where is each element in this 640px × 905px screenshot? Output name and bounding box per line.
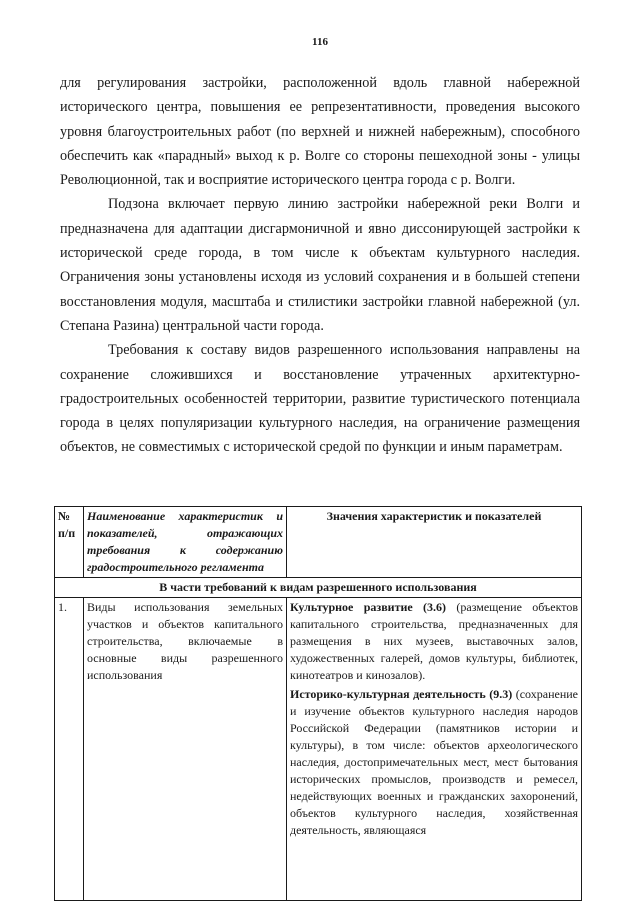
- use-type-item: [290, 599, 578, 684]
- row-characteristic-value: [287, 598, 582, 901]
- page-number: 116: [312, 36, 328, 48]
- use-type-term: Культурное развитие (3.6): [290, 600, 447, 614]
- regulation-table: [54, 506, 582, 901]
- row-characteristic-name: Виды использования земельных участков и объектов капитального строительства, включаемые в основные виды разрешенного использования: [84, 598, 287, 901]
- table-section-row: [55, 578, 582, 598]
- use-type-item: [290, 686, 578, 839]
- header-characteristic-name: Наименование характеристик и показателей, отражающих требования к содержанию градостроительного регламента: [84, 507, 287, 578]
- header-number: № п/п: [55, 507, 84, 578]
- table-header-row: [55, 507, 582, 578]
- row-number: 1.: [55, 598, 84, 901]
- table-row: [55, 598, 582, 901]
- section-title: В части требований к видам разрешенного использования: [55, 578, 582, 598]
- paragraph-requirements: Требования к составу видов разрешенного использования направлены на сохранение сложившихся и восстановление утраченных архитектурно-градостроительных особенностей территории, развитие туристического потенциала города в целях популяризации культурного наследия, на ограничение размещения объектов, не совместимых с исторической средой по функции и иным параметрам.: [60, 342, 580, 456]
- body-text: [60, 71, 580, 460]
- paragraph-subzone: Подзона включает первую линию застройки набережной реки Волги и предназначена для адаптации дисгармоничной и явно диссонирующей застройки к исторической среде города, в том числе к объектам культурного наследия. Ограничения зоны установлены исходя из условий сохранения и в большей степени восстановления модуля, масштаба и стилистики застройки главной набережной (ул. Степана Разина) центральной части города.: [60, 196, 580, 334]
- use-type-term: Историко-культурная деятельность (9.3): [290, 687, 513, 701]
- use-type-description: (размещение объектов капитального строительства, предназначенных для размещения в них музеев, выставочных залов, художественных галерей, домов культуры, библиотек, кинотеатров и кинозалов).: [290, 600, 578, 682]
- paragraph-continuation: для регулирования застройки, расположенной вдоль главной набережной исторического центра, повышения ее репрезентативности, проведения высокого уровня благоустроительных работ (по верхней и нижней набережным), способного обеспечить как «парадный» выход к р. Волге со стороны пешеходной зоны - улицы Революционной, так и восприятие исторического центра города с р. Волги.: [60, 75, 580, 189]
- use-type-description: (сохранение и изучение объектов культурного наследия народов Российской Федерации (памятников истории и культуры), в том числе: объектов археологического наследия, достопримечательных мест, мест бытования исторических промыслов, производств и ремесел, недействующих военных и гражданских захоронений, объектов культурного наследия, хозяйственная деятельность, являющаяся: [290, 687, 578, 837]
- header-characteristic-value: Значения характеристик и показателей: [287, 507, 582, 578]
